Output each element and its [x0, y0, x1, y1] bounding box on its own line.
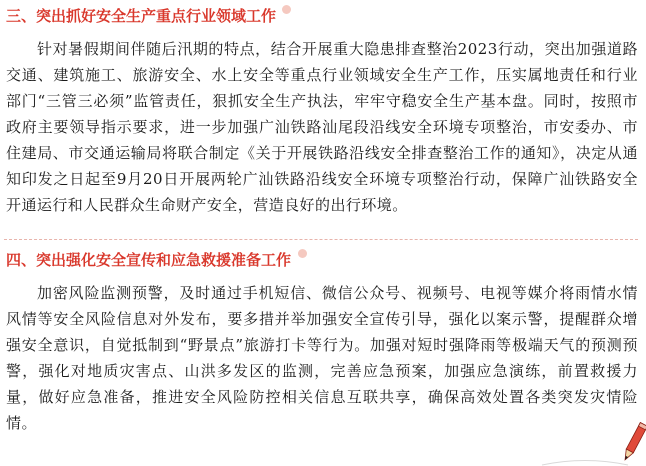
- heading-dot-icon: [282, 5, 291, 14]
- page-curve-decoration: [540, 458, 630, 466]
- section-heading: 四、突出强化安全宣传和应急救援准备工作: [6, 251, 292, 269]
- heading-dot-icon: [298, 249, 307, 258]
- section-divider: [4, 239, 638, 241]
- section-paragraph: 针对暑假期间伴随后汛期的特点，结合开展重大隐患排查整治2023行动，突出加强道路交通、建筑施工、旅游安全、水上安全等重点行业领域安全生产工作，压实属地责任和行业部门“三管三必须”监管责任，狠抓安全生产执法，牢牢守稳安全生产基本盘。同时，按照市政府主要领导指示要求，进一步加强广汕铁路汕尾段沿线安全环境专项整治，市安委办、市住建局、市交通运输局将联合制定《关于开展铁路沿线安全排查整治工作的通知》，决定从通知印发之日起至9月20日开展两轮广汕铁路沿线安全环境专项整治行动，保障广汕铁路安全开通运行和人民群众生命财产安全，营造良好的出行环境。: [6, 40, 638, 214]
- section-paragraph: 加密风险监测预警，及时通过手机短信、微信公众号、视频号、电视等媒介将雨情水情风情等安全风险信息对外发布，要多措并举加强安全宣传引导，强化以案示警，提醒群众增强安全意识，自觉抵制到“野景点”旅游打卡等行为。加强对短时强降雨等极端天气的预测预警，强化对地质灾害点、山洪多发区的监测，完善应急预案，加强应急演练，前置救援力量，做好应急准备，推进安全风险防控相关信息互联共享，确保高效处置各类突发灾情险情。: [6, 284, 638, 432]
- section-heading: 三、突出抓好安全生产重点行业领域工作: [6, 7, 277, 25]
